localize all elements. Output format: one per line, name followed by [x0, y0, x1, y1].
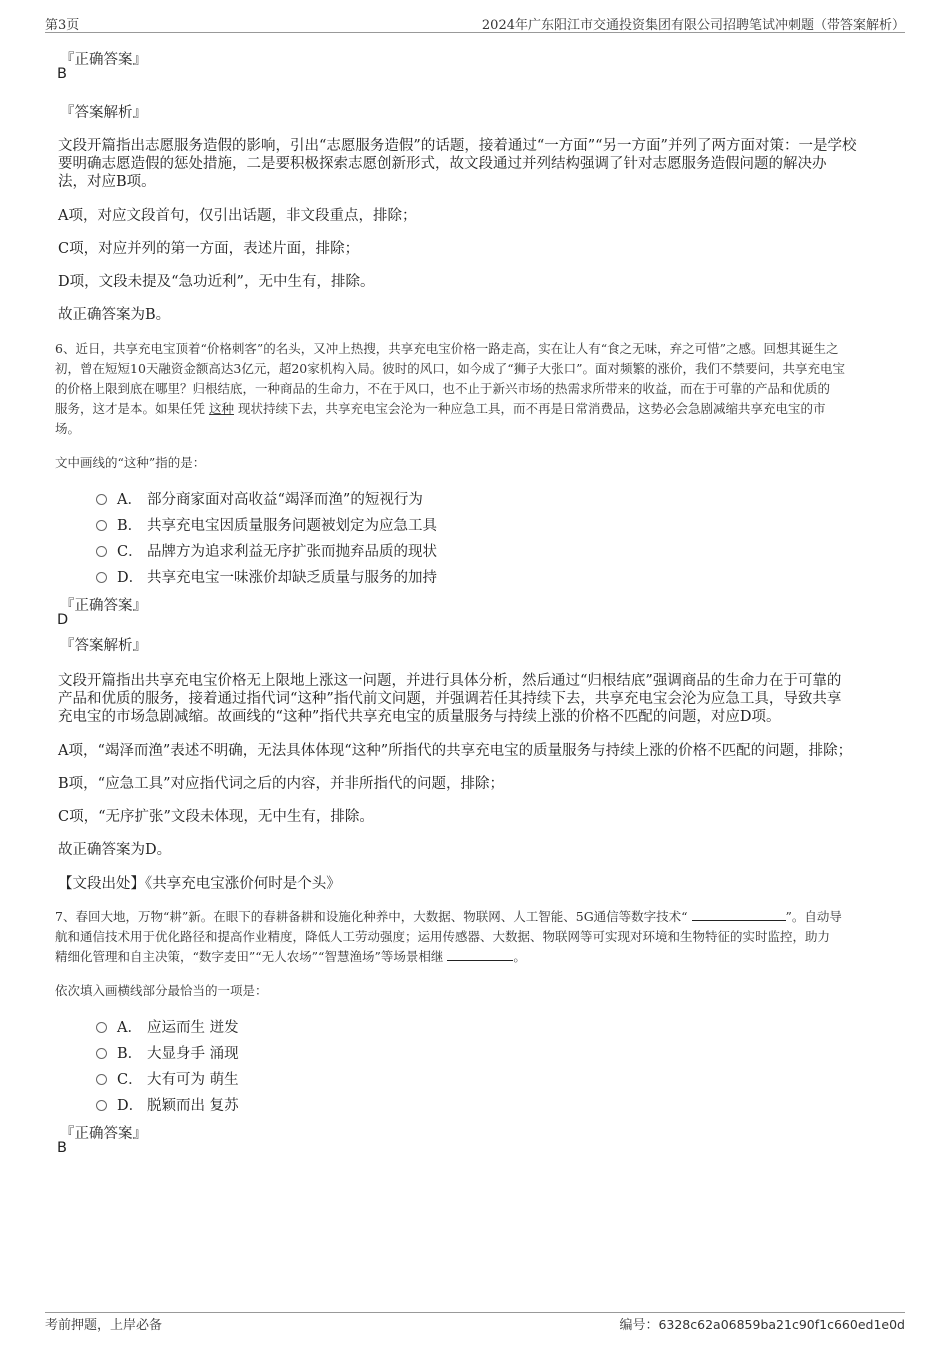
- option-d[interactable]: [96, 1094, 239, 1115]
- option-note-c: C项，“无序扩张”文段未体现，无中生有，排除。: [58, 809, 374, 825]
- option-text: 大显身手 涌现: [147, 1046, 239, 1062]
- radio-icon[interactable]: [96, 1100, 107, 1111]
- question-prompt: 文中画线的“这种”指的是：: [55, 455, 206, 470]
- analysis-text-line: 充电宝的市场急剧减缩。故画线的“这种”指代共享充电宝的质量服务与持续上涨的价格不匹配的问题，对应D项。: [58, 709, 781, 725]
- serial-number: [619, 1314, 905, 1333]
- option-text: 应运而生 迸发: [147, 1020, 239, 1036]
- option-letter: D．: [117, 1098, 144, 1114]
- header-divider: [45, 32, 905, 33]
- answer-value: B: [57, 66, 67, 82]
- option-note-a: A项，对应文段首句，仅引出话题，非文段重点，排除；: [58, 208, 417, 224]
- option-letter: A．: [117, 492, 142, 508]
- analysis-heading: 『答案解析』: [60, 105, 147, 121]
- option-text: 大有可为 萌生: [147, 1072, 239, 1088]
- question-stem-line: [55, 399, 825, 417]
- option-note-a: A项，“竭泽而渔”表述不明确，无法具体体现“这种”所指代的共享充电宝的质量服务与持续上涨的价格不匹配的问题，排除；: [58, 743, 853, 759]
- stem-text: ”。自动导: [785, 909, 842, 924]
- option-c[interactable]: [96, 540, 437, 561]
- option-letter: C．: [117, 544, 143, 560]
- option-b[interactable]: [96, 514, 437, 535]
- option-text: 脱颖而出 复苏: [147, 1098, 239, 1114]
- serial-value: 6328c62a06859ba21c90f1c660ed1e0d: [658, 1317, 905, 1332]
- question-stem-line: 6、近日，共享充电宝顶着“价格刺客”的名头，又冲上热搜，共享充电宝价格一路走高，实在让人有“食之无味，弃之可惜”之感。回想其诞生之: [55, 341, 839, 356]
- page-number: 第3页: [45, 18, 80, 33]
- analysis-heading: 『答案解析』: [60, 638, 147, 654]
- option-text: 品牌方为追求利益无序扩张而抛弃品质的现状: [147, 544, 437, 560]
- stem-text: 现状持续下去，共享充电宝会沦为一种应急工具，而不再是日常消费品，这势必会急剧减缩共享充电宝的市: [234, 401, 826, 416]
- option-letter: A．: [117, 1020, 142, 1036]
- option-text: 共享充电宝一味涨价却缺乏质量与服务的加持: [147, 570, 437, 586]
- serial-label: 编号：: [619, 1318, 659, 1333]
- question-stem-line: 航和通信技术用于优化路径和提高作业精度，降低人工劳动强度；运用传感器、大数据、物联网等可实现对环境和生物特征的实时监控，助力: [55, 929, 831, 944]
- fill-blank-1: [692, 908, 786, 921]
- option-note-d: D项，文段未提及“急功近利”，无中生有，排除。: [58, 274, 375, 290]
- option-text: 共享充电宝因质量服务问题被划定为应急工具: [147, 518, 437, 534]
- radio-icon[interactable]: [96, 520, 107, 531]
- answer-heading: 『正确答案』: [60, 598, 147, 614]
- option-letter: D．: [117, 570, 144, 586]
- analysis-text-line: 要明确志愿造假的惩处措施，二是要积极探索志愿创新形式，故文段通过并列结构强调了针对志愿服务造假问题的解决办: [58, 156, 827, 172]
- source-citation: 【文段出处】《共享充电宝涨价何时是个头》: [58, 876, 341, 892]
- stem-text: 服务，这才是本。如果任凭: [55, 401, 209, 416]
- conclusion: 故正确答案为B。: [58, 307, 171, 323]
- stem-text: 7、春回大地，万物“耕”新。在眼下的春耕备耕和设施化种养中，大数据、物联网、人工智能、5G通信等数字技术“: [55, 909, 692, 924]
- question-stem-line: 场。: [55, 421, 81, 436]
- question-stem-line: 的价格上限到底在哪里？归根结底，一种商品的生命力，不在于风口，也不止于新兴市场的热需求所带来的收益，而在于可靠的产品和优质的: [55, 381, 831, 396]
- option-letter: C．: [117, 1072, 143, 1088]
- option-letter: B．: [117, 518, 143, 534]
- analysis-text-line: 法，对应B项。: [58, 174, 156, 190]
- option-a[interactable]: [96, 488, 423, 509]
- stem-text: 精细化管理和自主决策，“数字麦田”“无人农场”“智慧渔场”等场景相继: [55, 949, 448, 964]
- radio-icon[interactable]: [96, 494, 107, 505]
- radio-icon[interactable]: [96, 1022, 107, 1033]
- analysis-text-line: 文段开篇指出共享充电宝价格无上限地上涨这一问题，并进行具体分析，然后通过“归根结底”强调商品的生命力在于可靠的: [58, 673, 842, 689]
- option-a[interactable]: [96, 1016, 239, 1037]
- answer-value: B: [57, 1140, 67, 1156]
- option-note-b: B项，“应急工具”对应指代词之后的内容，并非所指代的问题，排除；: [58, 776, 504, 792]
- underlined-term: 这种: [208, 401, 234, 416]
- answer-heading: 『正确答案』: [60, 1126, 147, 1142]
- answer-value: D: [57, 612, 69, 628]
- option-letter: B．: [117, 1046, 143, 1062]
- answer-heading: 『正确答案』: [60, 52, 147, 68]
- option-c[interactable]: [96, 1068, 239, 1089]
- radio-icon[interactable]: [96, 1048, 107, 1059]
- fill-blank-2: [447, 948, 513, 961]
- question-stem-line: [55, 947, 526, 965]
- document-title: 2024年广东阳江市交通投资集团有限公司招聘笔试冲刺题（带答案解析）: [481, 18, 905, 33]
- footer-divider: [45, 1312, 905, 1313]
- question-prompt: 依次填入画横线部分最恰当的一项是：: [55, 983, 268, 998]
- radio-icon[interactable]: [96, 546, 107, 557]
- question-stem-line: 初，曾在短短10天融资金额高达3亿元，超20家机构入局。彼时的风口，如今成了“狮子大张口”。面对频繁的涨价，我们不禁要问，共享充电宝: [55, 361, 846, 376]
- analysis-text-line: 产品和优质的服务，接着通过指代词“这种”指代前文问题，并强调若任其持续下去，共享充电宝会沦为应急工具，导致共享: [58, 691, 842, 707]
- conclusion: 故正确答案为D。: [58, 842, 172, 858]
- option-note-c: C项，对应并列的第一方面，表述片面，排除；: [58, 241, 360, 257]
- radio-icon[interactable]: [96, 572, 107, 583]
- footer-slogan: 考前押题，上岸必备: [45, 1318, 163, 1333]
- stem-text: 。: [513, 949, 526, 964]
- radio-icon[interactable]: [96, 1074, 107, 1085]
- option-text: 部分商家面对高收益“竭泽而渔”的短视行为: [147, 492, 423, 508]
- option-b[interactable]: [96, 1042, 239, 1063]
- question-stem-line: [55, 907, 842, 925]
- option-d[interactable]: [96, 566, 437, 587]
- analysis-text-line: 文段开篇指出志愿服务造假的影响，引出“志愿服务造假”的话题，接着通过“一方面”“另一方面”并列了两方面对策：一是学校: [58, 138, 857, 154]
